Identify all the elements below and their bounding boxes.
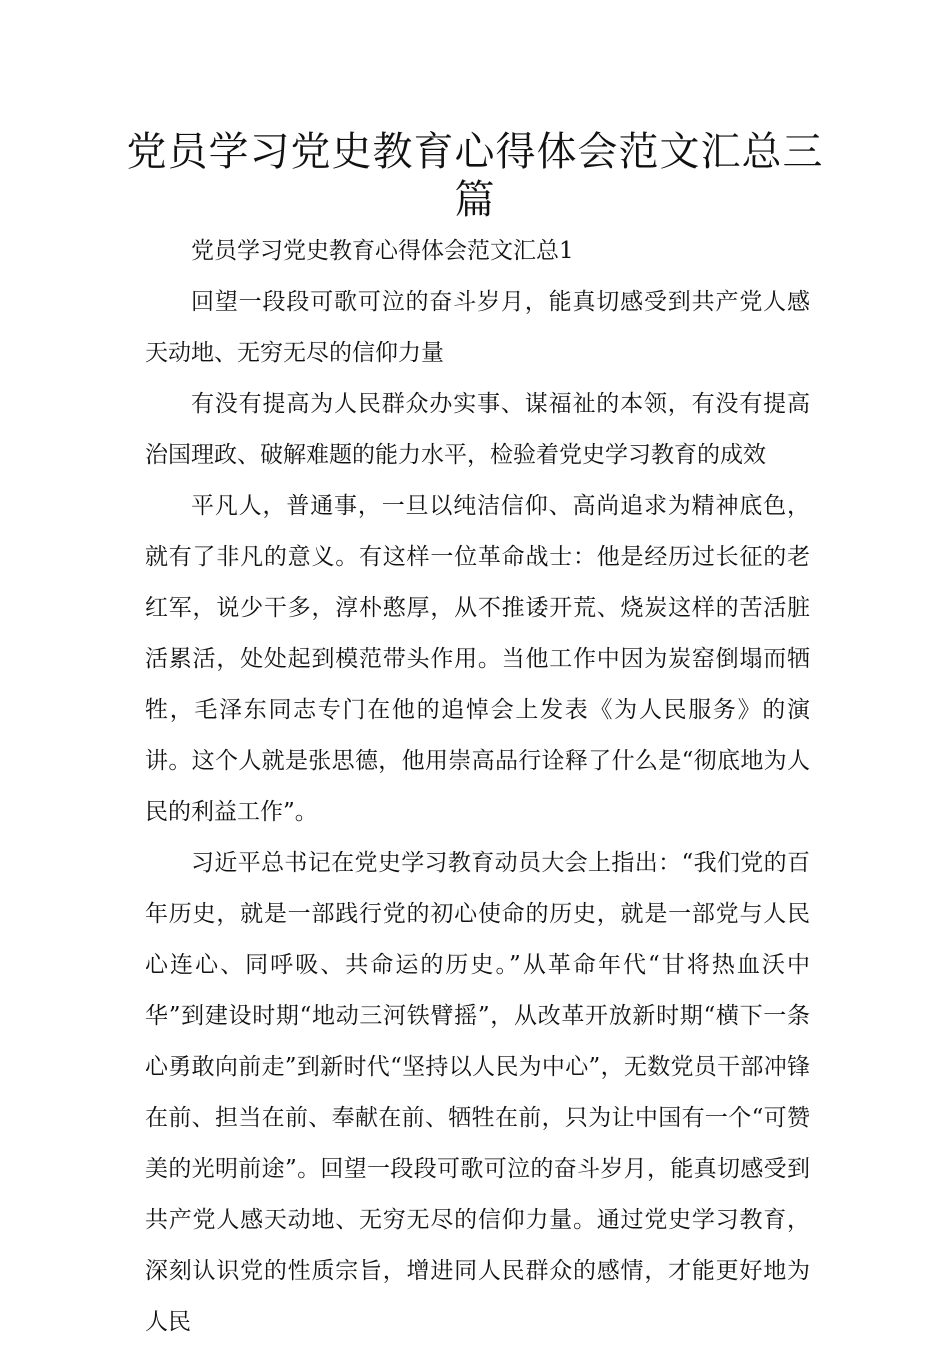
section-heading: 党员学习党史教育心得体会范文汇总1 [191,238,574,264]
paragraph: 有没有提高为人民群众办实事、谋福祉的本领，有没有提高治国理政、破解难题的能力水平，检验着党史学习教育的成效 [145,391,810,468]
document-title: 党员学习党史教育心得体会范文汇总三篇 [126,129,824,223]
paragraph: 习近平总书记在党史学习教育动员大会上指出：“我们党的百年历史，就是一部践行党的初心使命的历史，就是一部党与人民心连心、同呼吸、共命运的历史。”从革命年代“甘将热血沃中华”到建设时期“地动三河铁臂摇”，从改革开放新时期“横下一条心勇敢向前走”到新时代“坚持以人民为中心”，无数党员干部冲锋在前、担当在前、奉献在前、牺牲在前，只为让中国有一个“可赞美的光明前途”。回望一段段可歌可泣的奋斗岁月，能真切感受到共产党人感天动地、无穷无尽的信仰力量。通过党史学习教育，深刻认识党的性质宗旨，增进同人民群众的感情，才能更好地为人民 [145,850,810,1335]
document-body [145,226,810,1348]
paragraph: 回望一段段可歌可泣的奋斗岁月，能真切感受到共产党人感天动地、无穷无尽的信仰力量 [145,289,810,366]
paragraph: 平凡人，普通事，一旦以纯洁信仰、高尚追求为精神底色，就有了非凡的意义。有这样一位革命战士：他是经历过长征的老红军，说少干多，淳朴憨厚，从不推诿开荒、烧炭这样的苦活脏活累活，处处起到模范带头作用。当他工作中因为炭窑倒塌而牺牲，毛泽东同志专门在他的追悼会上发表《为人民服务》的演讲。这个人就是张思德，他用崇高品行诠释了什么是“彻底地为人民的利益工作”。 [145,493,810,825]
